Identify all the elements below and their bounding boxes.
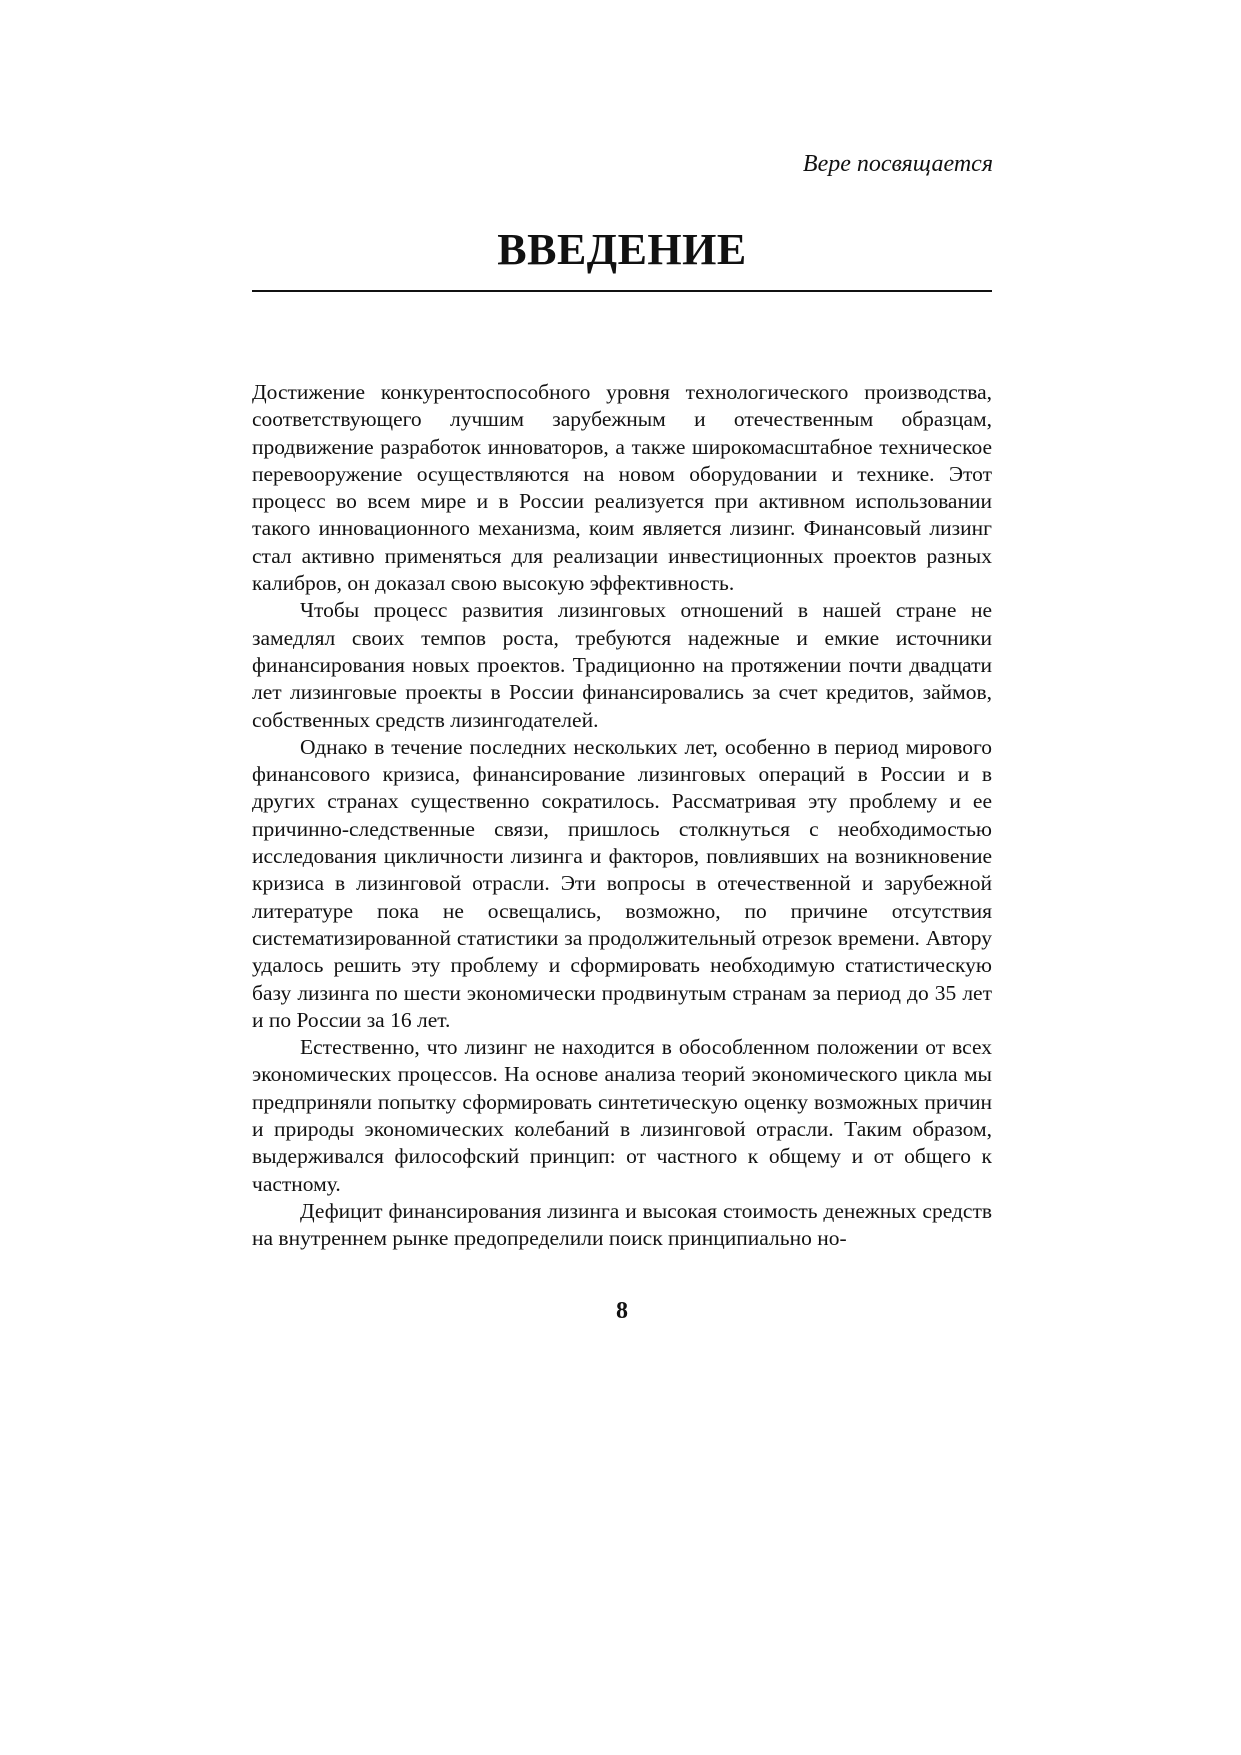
dedication: Вере посвящается	[802, 151, 993, 177]
chapter-title: ВВЕДЕНИЕ	[497, 225, 747, 274]
title-underline	[252, 290, 992, 292]
paragraph: Дефицит финансирования лизинга и высокая стоимость денежных средств на внутреннем рынке предопределили поиск принципиально но-	[252, 1198, 992, 1251]
paragraph: Чтобы процесс развития лизинговых отношений в нашей стране не замедлял своих темпов роста, требуются надежные и емкие источники финансирования новых проектов. Традиционно на протяжении почти двадцати лет лизинговые проекты в России финансировались за счет кредитов, займов, собственных средств лизингодателей.	[252, 598, 992, 732]
page-number: 8	[616, 1298, 628, 1324]
body-text	[252, 379, 992, 1253]
paragraph: Достижение конкурентоспособного уровня технологического производства, соответствующего лучшим зарубежным и отечественным образцам, продвижение разработок инноваторов, а также широкомасштабное техническое перевооружение осуществляются на новом оборудовании и технике. Этот процесс во всем мире и в России реализуется при активном использовании такого инновационного механизма, коим является лизинг. Финансовый лизинг стал активно применяться для реализации инвестиционных проектов разных калибров, он доказал свою высокую эффективность.	[252, 380, 992, 596]
paragraph: Однако в течение последних нескольких лет, особенно в период мирового финансового кризиса, финансирование лизинговых операций в России и в других странах существенно сократилось. Рассматривая эту проблему и ее причинно-следственные связи, пришлось столкнуться с необходимостью исследования цикличности лизинга и факторов, повлиявших на возникновение кризиса в лизинговой отрасли. Эти вопросы в отечественной и зарубежной литературе пока не освещались, возможно, по причине отсутствия систематизированной статистики за продолжительный отрезок времени. Автору удалось решить эту проблему и сформировать необходимую статистическую базу лизинга по шести экономически продвинутым странам за период до 35 лет и по России за 16 лет.	[252, 734, 992, 1032]
paragraph: Естественно, что лизинг не находится в обособленном положении от всех экономических процессов. На основе анализа теорий экономического цикла мы предприняли попытку сформировать синтетическую оценку возможных причин и природы экономических колебаний в лизинговой отрасли. Таким образом, выдерживался философский принцип: от частного к общему и от общего к частному.	[252, 1035, 992, 1196]
